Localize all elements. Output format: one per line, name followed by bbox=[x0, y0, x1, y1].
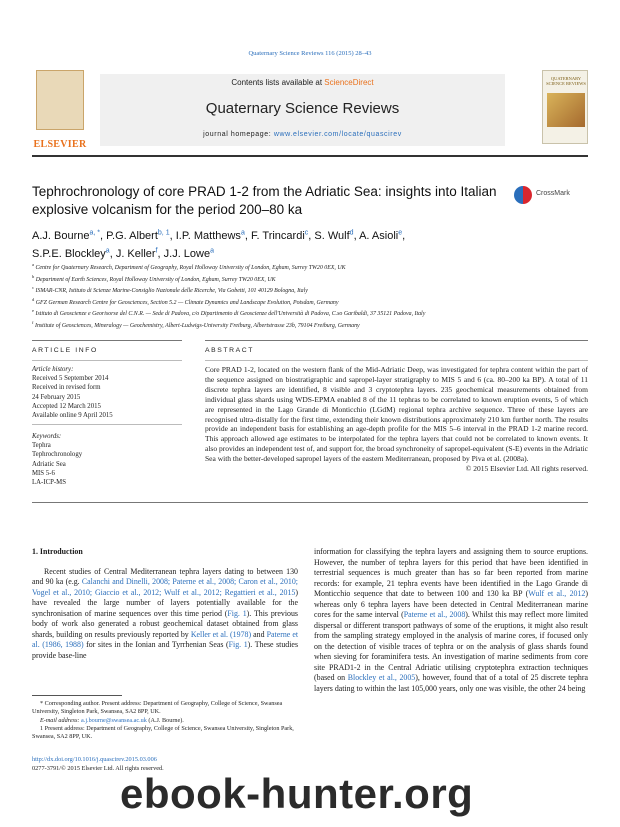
author-affiliation-mark[interactable]: a bbox=[240, 229, 245, 236]
affiliation bbox=[32, 284, 592, 296]
journal-cover-thumbnail bbox=[542, 70, 588, 144]
author-name: F. Trincardi bbox=[250, 229, 305, 242]
author-affiliation-mark[interactable]: b, 1 bbox=[157, 229, 170, 236]
history-date: 24 February 2015 bbox=[32, 393, 81, 401]
affiliation-mark: a bbox=[32, 262, 34, 267]
email-suffix: (A.J. Bourne). bbox=[146, 716, 184, 724]
continued-paragraph bbox=[314, 547, 588, 694]
history-date: Accepted 12 March 2015 bbox=[32, 402, 101, 410]
author-name: P.G. Albert bbox=[106, 229, 158, 242]
affiliation bbox=[32, 296, 592, 308]
author-name: I.P. Matthews bbox=[175, 229, 241, 242]
citation-link[interactable]: Blockley et al., 2005 bbox=[347, 673, 416, 682]
elsevier-tree-icon bbox=[36, 70, 84, 130]
body-column-right bbox=[314, 547, 588, 694]
masthead-banner bbox=[100, 74, 505, 146]
author-name: A.J. Bourne bbox=[32, 229, 90, 242]
affiliation-mark: f bbox=[32, 319, 34, 325]
author-separator: , bbox=[353, 229, 360, 242]
publisher-name: ELSEVIER bbox=[33, 139, 87, 150]
body-text: and bbox=[251, 629, 267, 639]
body-text: ) whereas only 6 tephra layers have been detected in Central Mediterranean marine cores for the same interval ( bbox=[314, 589, 588, 619]
affiliation-text: Istituto di Geoscienze e Georisorse del C.N.R. — Sede di Padova, c/o Dipartimento di Geoscienze dell'Università di Padova, C.so Garibaldi, 37 35121 Padova, Italy bbox=[35, 311, 426, 318]
affiliation-text: ISMAR-CNR, Istituto di Scienze Marine-Consiglio Nazionale delle Ricerche, Via Gobetti, 101 40129 Bologna, Italy bbox=[35, 288, 308, 295]
introduction-paragraph bbox=[32, 567, 298, 662]
article-info-rule bbox=[32, 340, 182, 341]
body-text: ). These studies provide base-line bbox=[32, 640, 299, 660]
author-affiliation-mark[interactable]: d bbox=[349, 229, 354, 236]
author-affiliation-mark[interactable]: a bbox=[210, 247, 215, 255]
affiliation-mark: e bbox=[32, 308, 34, 314]
author-name: S.P.E. Blockley bbox=[32, 248, 106, 261]
author bbox=[314, 230, 359, 242]
email-label: E-mail address: bbox=[40, 716, 82, 724]
affiliation-mark: c bbox=[32, 285, 34, 291]
author-affiliation-mark[interactable]: a bbox=[105, 247, 110, 255]
issn-line: 0277-3791/© 2015 Elsevier Ltd. All rights reserved. bbox=[32, 764, 164, 772]
footnote-present-address: 1 Present address: Department of Geography, College of Science, Swansea University, Singleton Park, Swansea, SA2 8PP, UK. bbox=[32, 724, 294, 741]
affiliation bbox=[32, 307, 592, 319]
contents-line bbox=[100, 78, 505, 87]
journal-masthead bbox=[32, 68, 588, 150]
affiliation-text: Department of Earth Sciences, Royal Holloway University of London, Egham, Surrey TW20 0EX, UK bbox=[35, 276, 276, 283]
author-separator: , bbox=[109, 248, 116, 261]
citation-link[interactable]: Fig. 1 bbox=[228, 640, 248, 649]
footnote-rule bbox=[32, 695, 122, 696]
homepage-label: journal homepage: bbox=[203, 131, 274, 138]
crossmark-label: CrossMark bbox=[536, 190, 570, 197]
footnote-corresponding: * Corresponding author. Present address: Department of Geography, College of Science, Swansea University, Singleton Park, Swansea, SA2 8PP, UK. bbox=[32, 700, 283, 716]
article-info-heading: ARTICLE INFO bbox=[32, 347, 98, 354]
abstract-body bbox=[205, 365, 588, 474]
citation-link[interactable]: Paterne et al. (1986, 1988) bbox=[32, 629, 299, 649]
crossmark-icon bbox=[514, 186, 532, 204]
keyword: Tephra bbox=[32, 442, 51, 450]
citation-link[interactable]: Wulf et al., 2012 bbox=[528, 589, 586, 598]
footnotes bbox=[32, 700, 298, 741]
history-dates bbox=[32, 374, 182, 420]
front-matter-rule bbox=[32, 502, 588, 503]
cover-image bbox=[547, 93, 585, 127]
author-separator: , bbox=[169, 229, 176, 242]
body-text: for sites in the Ionian and Tyrrhenian Seas ( bbox=[83, 640, 229, 649]
citation-link[interactable]: Keller et al. (1978) bbox=[190, 629, 252, 639]
body-text: ), however, found that of a total of 25 discrete tephra layers dating to within the last 105,000 years, only one was visible, the other 24 being bbox=[314, 673, 588, 693]
affiliation-text: Institute of Geosciences, Mineralogy — Geochemistry, Albert-Ludwigs-University Freiburg, Albertstrasse 23b, 79104 Freiburg, Germany bbox=[34, 322, 360, 329]
abstract-heading: ABSTRACT bbox=[205, 347, 255, 354]
affiliation-mark: b bbox=[32, 273, 35, 279]
crossmark-badge[interactable] bbox=[514, 186, 592, 204]
footnote-email bbox=[32, 717, 298, 725]
keyword: Tephrochronology bbox=[32, 451, 83, 459]
abstract-copyright: © 2015 Elsevier Ltd. All rights reserved. bbox=[465, 464, 588, 474]
history-date: Received 5 September 2014 bbox=[32, 375, 109, 383]
journal-homepage bbox=[100, 131, 505, 138]
author bbox=[116, 248, 164, 260]
author bbox=[164, 248, 214, 260]
author-affiliation-mark[interactable]: e bbox=[398, 229, 403, 236]
citation-link[interactable]: Calanchi and Dinelli, 2008; Paterne et al., 2008; Caron et al., 2010; Vogel et al., 2010; Giaccio et al., 2012; Wulf et al., 2012; Regattieri et al., 2015 bbox=[32, 577, 298, 597]
watermark: ebook-hunter.org bbox=[120, 770, 474, 817]
article-history bbox=[32, 365, 182, 420]
history-date: Received in revised form bbox=[32, 384, 101, 392]
article-info-subrule bbox=[32, 360, 182, 361]
homepage-link[interactable]: www.elsevier.com/locate/quascirev bbox=[273, 131, 402, 138]
email-link[interactable]: a.j.bourne@swansea.ac.uk bbox=[81, 716, 147, 724]
introduction-heading: 1. Introduction bbox=[32, 547, 83, 556]
author-affiliation-mark[interactable]: f bbox=[155, 247, 158, 255]
keywords-rule bbox=[32, 424, 182, 425]
author-name: A. Asioli bbox=[359, 229, 399, 242]
author-separator: , bbox=[402, 229, 406, 242]
affiliation-text: Centre for Quaternary Research, Department of Geography, Royal Holloway University of London, Egham, Surrey TW20 0EX, UK bbox=[35, 264, 346, 271]
abstract-subrule bbox=[205, 360, 588, 361]
body-text: ) have revealed the large number of layers potentially available for the synchronisation of marine sequences over this time period ( bbox=[32, 587, 298, 618]
contents-prefix: Contents lists available at bbox=[231, 78, 325, 87]
masthead-divider bbox=[32, 155, 588, 157]
body-text: ). This previous body of work also generated a robust geochemical dataset obtained from glass shards, building on results previously reported by bbox=[32, 608, 299, 639]
doi-link[interactable]: http://dx.doi.org/10.1016/j.quascirev.2015.03.006 bbox=[32, 756, 157, 763]
author-separator: , bbox=[100, 229, 107, 242]
keyword-list bbox=[32, 441, 182, 487]
journal-reference[interactable]: Quaternary Science Reviews 116 (2015) 28–43 bbox=[248, 50, 372, 57]
citation-link[interactable]: Fig. 1 bbox=[227, 608, 247, 618]
elsevier-logo bbox=[32, 68, 88, 150]
author-name: J.J. Lowe bbox=[163, 248, 211, 261]
history-date: Available online 9 April 2015 bbox=[32, 412, 113, 420]
citation-link[interactable]: Paterne et al., 2008 bbox=[403, 610, 466, 619]
affiliation bbox=[32, 261, 592, 273]
author-affiliation-mark[interactable]: a, * bbox=[89, 229, 100, 236]
author bbox=[176, 230, 251, 242]
author bbox=[359, 230, 405, 242]
author-separator: , bbox=[157, 248, 164, 261]
affiliation bbox=[32, 319, 592, 331]
author-affiliation-mark[interactable]: c bbox=[304, 229, 309, 236]
keyword: MIS 5-6 bbox=[32, 469, 55, 477]
affiliation-list bbox=[32, 261, 592, 330]
history-label: Article history: bbox=[32, 366, 74, 373]
body-text: Recent studies of Central Mediterranean tephra layers dating to between 130 and 90 ka (e.g. bbox=[32, 566, 298, 586]
keyword-block bbox=[32, 432, 182, 487]
author bbox=[106, 230, 176, 242]
author-name: J. Keller bbox=[115, 248, 156, 261]
author bbox=[32, 230, 106, 242]
author-separator: , bbox=[244, 229, 251, 242]
body-text: information for classifying the tephra layers and assigning them to source eruptions. However, the number of tephra layers for this period that have been identified in terrestrial sequences is much greater than has so far been reported from marine records: for example, 21 tephra events have been identified in the Lago Grande di Monticchio sequence that date to between 100 and 130 ka BP ( bbox=[314, 547, 588, 598]
abstract-text: Core PRAD 1-2, located on the western flank of the Mid-Adriatic Deep, was investigated for tephra content within the part of the sequence assigned on biostratigraphic and sapropel-layer stratigraphy to MIS 5 and 6 (ca. 80–200 ka BP). A total of 11 discrete tephra layers are identified, 8 visible and 3 cryptotephra layers. 235 geochemical measurements obtained from individual glass shards using WDS-EPMA enabled 8 of the 11 tephras to be correlated to known eruption events, 5 of which are represented in the Lago Grande di Monticchio (LGdM) regional tephra archive sequence. Three of these layers are recognised ultra-distally for the first time, extending their known distributions approximately 210 km further north. The results provide an independent basis for establishing an age-depth profile for the MIS 5–6 interval in the PRAD 1-2 marine record. This approach allowed age estimates to be interpolated for the tephra layers that could not be correlated to known events. It also provides an independent test of, and support for, the broad synchroneity of sapropel-equivalent (S-E) events in the Adriatic Sea with the better-developed sapropel layers of the eastern Mediterranean, proposed by Piva et al. (2008a). bbox=[205, 365, 588, 464]
sciencedirect-link[interactable]: ScienceDirect bbox=[324, 78, 374, 87]
author-separator: , bbox=[308, 229, 315, 242]
affiliation-text: GFZ German Research Centre for Geosciences, Section 5.2 — Climate Dynamics and Landscape Evolution, Potsdam, Germany bbox=[35, 299, 339, 306]
body-text: ). Whilst this may reflect more limited dispersal or different transport pathways of some of the eruptions, it might also result from the sampling strategy employed in the analysis of marine cores, if focused only on the detection of visible traces of tephra or on the analysis of glass shards found when sieving for foraminifera tests. An investigation of marine sediments from core site PRAD1-2 in the Central Adriatic utilising cryptotephra extraction techniques (based on bbox=[314, 610, 588, 682]
affiliation-mark: d bbox=[32, 296, 35, 302]
affiliation bbox=[32, 273, 592, 285]
author-name: S. Wulf bbox=[314, 229, 350, 242]
author bbox=[251, 230, 314, 242]
keyword: LA-ICP-MS bbox=[32, 479, 66, 487]
abstract-rule bbox=[205, 340, 588, 341]
author-list bbox=[32, 225, 592, 262]
author bbox=[32, 248, 116, 260]
keywords-label: Keywords: bbox=[32, 433, 62, 440]
journal-title: Quaternary Science Reviews bbox=[205, 100, 400, 117]
cover-title: QUATERNARY SCIENCE REVIEWS bbox=[546, 76, 586, 86]
paper-title: Tephrochronology of core PRAD 1-2 from the Adriatic Sea: insights into Italian explosive volcanism for the period 200–80 ka bbox=[32, 184, 497, 217]
keyword: Adriatic Sea bbox=[32, 460, 66, 468]
body-column-left bbox=[32, 547, 298, 661]
